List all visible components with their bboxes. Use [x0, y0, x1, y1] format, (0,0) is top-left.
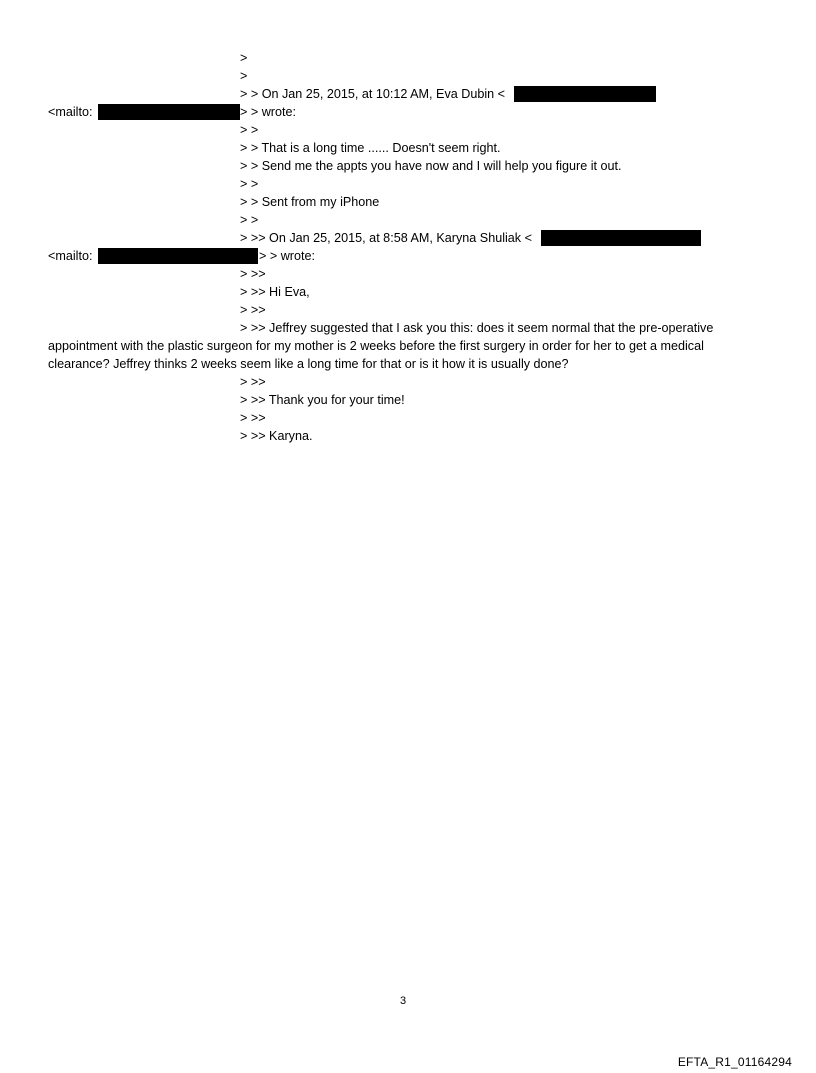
quote-line: > >> [240, 411, 266, 425]
quote-line: > > Send me the appts you have now and I will help you figure it out. [240, 159, 622, 173]
quote-line: > > [240, 123, 259, 137]
quote-line: > > wrote: [259, 249, 316, 263]
redaction-box [514, 86, 656, 102]
quote-line: > >> Hi Eva, [240, 285, 310, 299]
page-number: 3 [400, 995, 407, 1007]
redaction-box [541, 230, 701, 246]
mailto-label: <mailto: [48, 249, 93, 263]
quote-line: > > That is a long time ...... Doesn't seem right. [240, 141, 501, 155]
body-line: clearance? Jeffrey thinks 2 weeks seem like a long time for that or is it how it is usually done? [48, 357, 569, 371]
body-line: appointment with the plastic surgeon for my mother is 2 weeks before the first surgery in order for her to get a medical [48, 339, 704, 353]
quote-line: > > Sent from my iPhone [240, 195, 380, 209]
document-id: EFTA_R1_01164294 [677, 1055, 792, 1069]
quote-line: > > [240, 213, 259, 227]
quote-line: > >> Thank you for your time! [240, 393, 405, 407]
quote-line: > >> [240, 375, 266, 389]
quote-line: > >> [240, 267, 266, 281]
quote-line: > >> Karyna. [240, 429, 313, 443]
quote-line: > > [240, 177, 259, 191]
quote-line: > [240, 69, 248, 83]
quote-line: > [240, 51, 248, 65]
quote-line: > >> Jeffrey suggested that I ask you this: does it seem normal that the pre-operative [240, 321, 714, 335]
quote-header-eva: > > On Jan 25, 2015, at 10:12 AM, Eva Dubin < [240, 87, 505, 101]
quote-line: > > wrote: [240, 105, 297, 119]
quote-line: > >> [240, 303, 266, 317]
mailto-label: <mailto: [48, 105, 93, 119]
redaction-box [98, 248, 258, 264]
quote-header-karyna: > >> On Jan 25, 2015, at 8:58 AM, Karyna Shuliak < [240, 231, 532, 245]
redaction-box [98, 104, 240, 120]
